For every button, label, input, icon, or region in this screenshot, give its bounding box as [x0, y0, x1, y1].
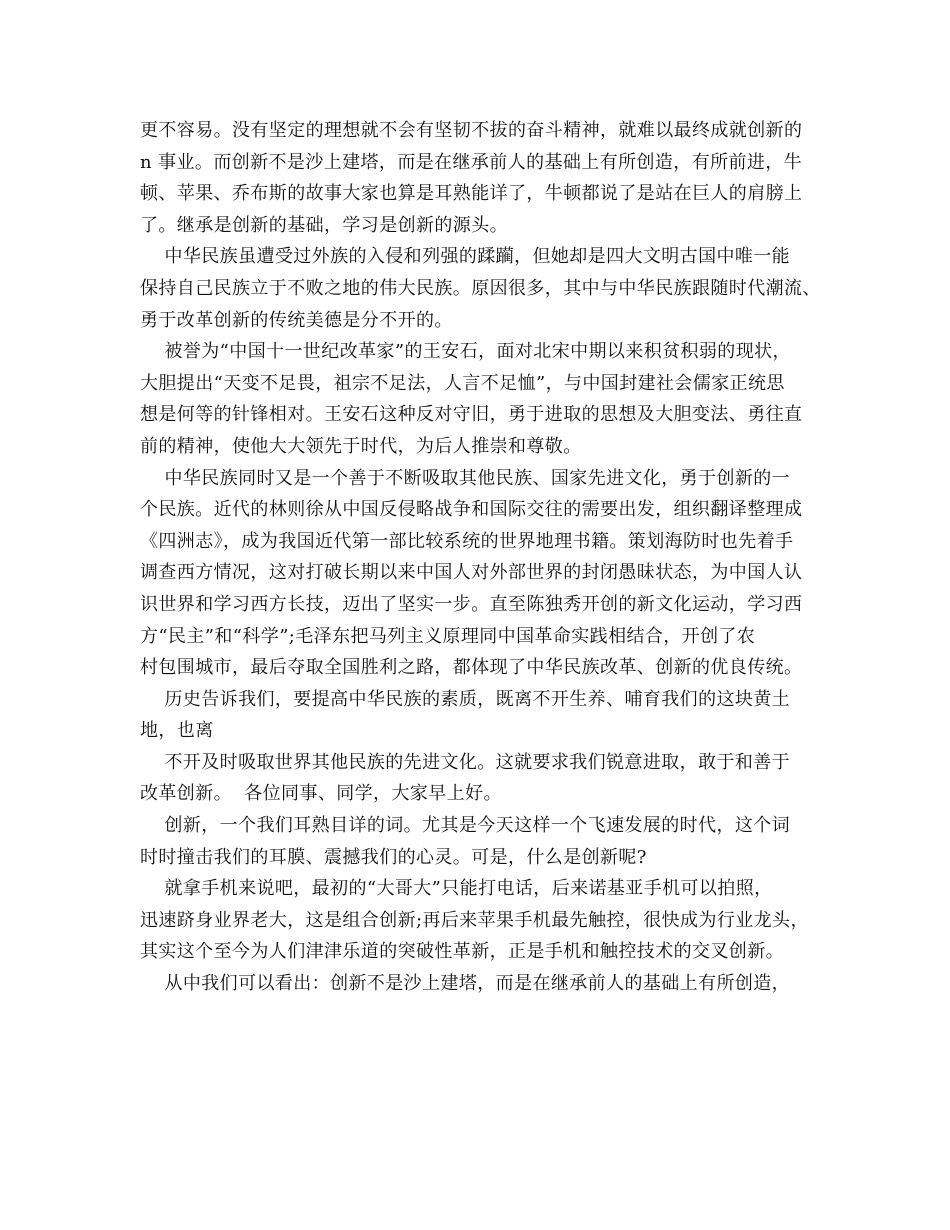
- text-line: 方“民主”和“科学”;毛泽东把马列主义原理同中国革命实践相结合，开创了农: [140, 625, 756, 647]
- text-line: 历史告诉我们，要提高中华民族的素质，既离不开生养、哺育我们的这块黄土: [140, 688, 791, 710]
- text-line: 保持自己民族立于不败之地的伟大民族。原因很多，其中与中华民族跟随时代潮流、: [140, 277, 821, 299]
- text-line: 顿、苹果、乔布斯的故事大家也算是耳熟能详了，牛顿都说了是站在巨人的肩膀上: [140, 183, 803, 205]
- text-line: 迅速跻身业界老大，这是组合创新;再后来苹果手机最先触控，很快成为行业龙头，: [140, 909, 809, 931]
- text-line: 被誉为“中国十一世纪改革家”的王安石，面对北宋中期以来积贫积弱的现状，: [140, 341, 791, 363]
- text-line: 村包围城市，最后夺取全国胜利之路，都体现了中华民族改革、创新的优良传统。: [140, 657, 803, 679]
- text-line: 不开及时吸取世界其他民族的先进文化。这就要求我们锐意进取，敢于和善于: [140, 751, 791, 773]
- text-line: 就拿手机来说吧，最初的“大哥大”只能打电话，后来诺基亚手机可以拍照，: [140, 878, 773, 900]
- text-line: 个民族。近代的林则徐从中国反侵略战争和国际交往的需要出发，组织翻译整理成: [140, 499, 803, 521]
- text-line: 中华民族虽遭受过外族的入侵和列强的蹂躏，但她却是四大文明古国中唯一能: [140, 246, 791, 268]
- text-line: 从中我们可以看出：创新不是沙上建塔，而是在继承前人的基础上有所创造，: [140, 973, 791, 995]
- text-line: 识世界和学习西方长技，迈出了坚实一步。直至陈独秀开创的新文化运动，学习西: [140, 593, 803, 615]
- text-line: n 事业。而创新不是沙上建塔，而是在继承前人的基础上有所创造，有所前进，牛: [140, 151, 803, 173]
- text-line: 大胆提出“天变不足畏，祖宗不足法，人言不足恤”，与中国封建社会儒家正统思: [140, 372, 785, 394]
- text-line: 时时撞击我们的耳膜、震撼我们的心灵。可是，什么是创新呢?: [140, 846, 647, 868]
- text-line: 创新，一个我们耳熟目详的词。尤其是今天这样一个飞速发展的时代，这个词: [140, 815, 791, 837]
- text-line: 改革创新。 各位同事、同学，大家早上好。: [140, 783, 502, 805]
- text-line: 地，也离: [140, 720, 214, 742]
- text-line: 更不容易。没有坚定的理想就不会有坚韧不拔的奋斗精神，就难以最终成就创新的: [140, 120, 803, 141]
- text-line: 《四洲志》，成为我国近代第一部比较系统的世界地理书籍。策划海防时也先着手: [140, 530, 794, 552]
- text-line: 调查西方情况，这对打破长期以来中国人对外部世界的封闭愚昧状态，为中国人认: [140, 562, 803, 584]
- text-line: 勇于改革创新的传统美德是分不开的。: [140, 309, 453, 331]
- text-line: 中华民族同时又是一个善于不断吸取其他民族、国家先进文化，勇于创新的一: [140, 467, 791, 489]
- text-line: 前的精神，使他大大领先于时代，为后人推崇和尊敬。: [140, 435, 582, 457]
- text-line: 想是何等的针锋相对。王安石这种反对守旧，勇于进取的思想及大胆变法、勇往直: [140, 404, 803, 426]
- text-line: 了。继承是创新的基础，学习是创新的源头。: [140, 214, 508, 236]
- text-line: 其实这个至今为人们津津乐道的突破性革新，正是手机和触控技术的交叉创新。: [140, 941, 784, 963]
- body-text: [140, 115, 820, 1000]
